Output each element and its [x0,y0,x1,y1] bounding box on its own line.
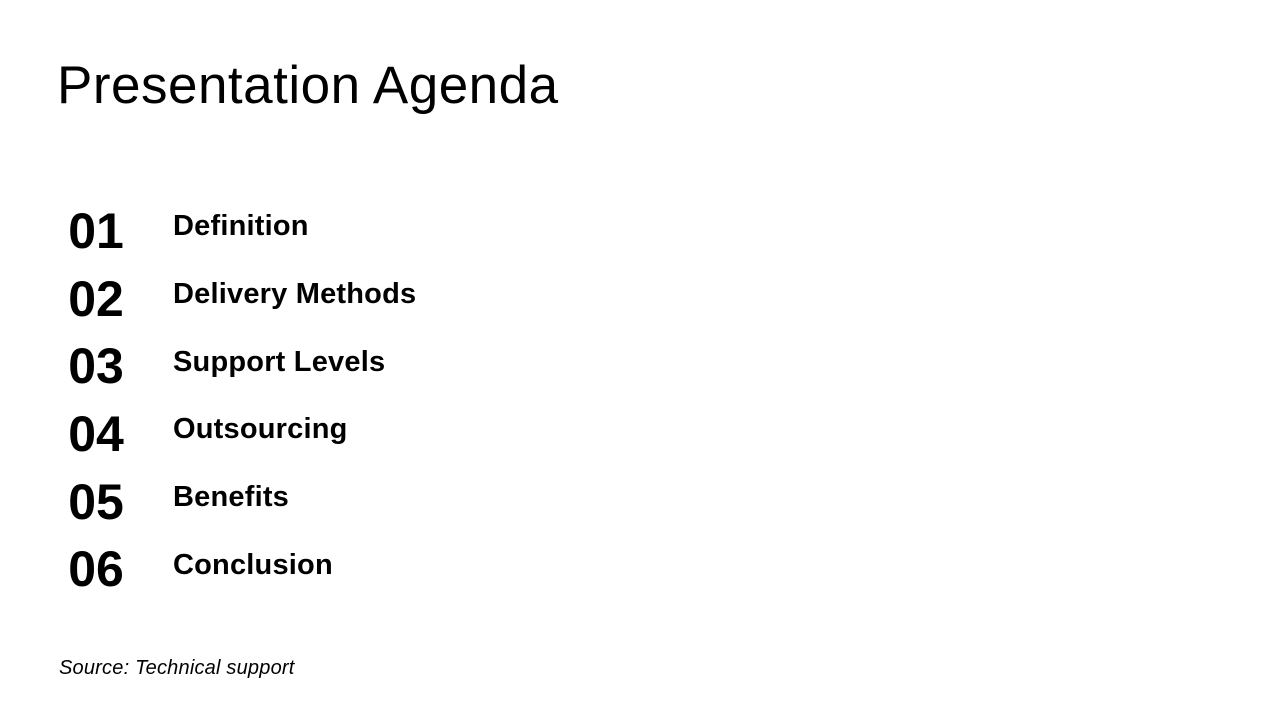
source-note: Source: Technical support [59,657,295,679]
agenda-item-3 [38,332,416,400]
agenda-item-label: Benefits [173,481,290,514]
agenda-item-label: Conclusion [173,548,333,581]
agenda-item-6 [38,535,416,603]
agenda-list [38,197,416,603]
agenda-item-label: Delivery Methods [173,278,417,311]
agenda-item-number: 05 [68,473,124,530]
slide-title: Presentation Agenda [57,56,559,115]
agenda-item-1 [38,197,416,265]
agenda-item-label: Outsourcing [173,413,348,446]
agenda-item-2 [38,265,416,333]
agenda-item-number: 03 [68,338,124,395]
agenda-item-label: Support Levels [173,345,386,378]
agenda-item-number: 06 [68,541,124,598]
agenda-item-4 [38,400,416,468]
agenda-item-number: 01 [68,202,124,259]
agenda-item-5 [38,468,416,536]
agenda-item-number: 04 [68,405,124,462]
agenda-item-label: Definition [173,210,309,243]
agenda-item-number: 02 [68,270,124,327]
